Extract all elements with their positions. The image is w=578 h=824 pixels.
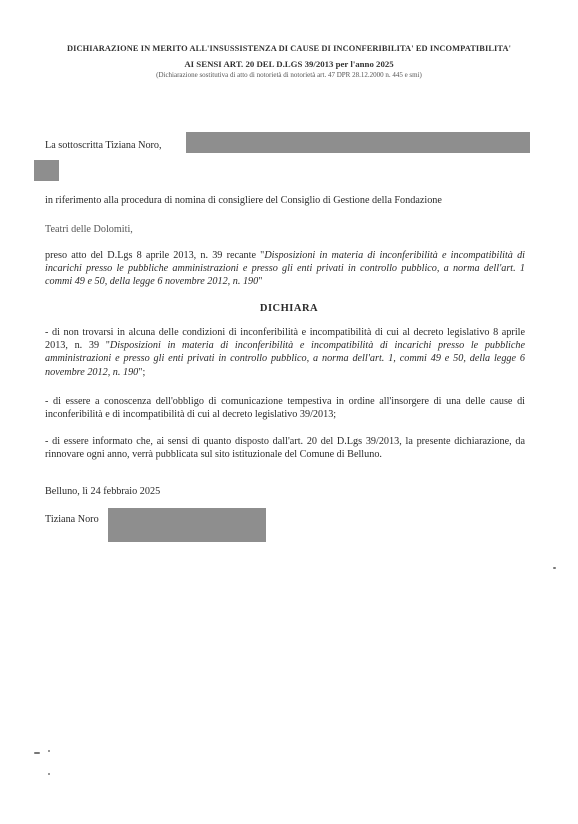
document-title: DICHIARAZIONE IN MERITO ALL'INSUSSISTENZA DI CAUSE DI INCONFERIBILITA' ED INCOMPATIBILITA': [66, 44, 512, 53]
place-date: Belluno, lì 24 febbraio 2025: [45, 486, 161, 497]
preamble-lead: preso atto del D.Lgs 8 aprile 2013, n. 39 recante ": [45, 250, 265, 261]
declarant-intro: La sottoscritta Tiziana Noro,: [45, 140, 162, 151]
signature-redaction: [108, 508, 266, 542]
signature-name: Tiziana Noro: [45, 514, 99, 525]
declaration-item: - di essere informato che, ai sensi di quanto disposto dall'art. 20 del D.Lgs 39/2013, la presente dichiarazione, da rinnovare ogni anno, verrà pubblicata sul sito istituzionale del Comune di Belluno.: [45, 436, 525, 461]
document-subtitle: AI SENSI ART. 20 DEL D.LGS 39/2013 per l'anno 2025: [184, 59, 394, 69]
scan-speck: [48, 773, 50, 775]
redaction-block: [34, 160, 59, 181]
redaction-block: [186, 132, 530, 153]
declaration-item: - di essere a conoscenza dell'obbligo di comunicazione tempestiva in ordine all'insorgere di una delle cause di inconferibilità e di incompatibilità di cui al decreto legislativo 39/2013;: [45, 396, 525, 421]
preamble-paragraph: [45, 249, 525, 289]
law-title: Disposizioni in materia di inconferibilità e incompatibilità di incarichi presso le pubbliche amministrazioni e presso gli enti privati in controllo pubblico, a norma dell'art. 1 commi 49 e 50, della legge 6 novembre 2012, n. 190: [45, 250, 525, 288]
scan-speck: [553, 567, 556, 569]
item-lead: - di non trovarsi in alcuna delle condizioni di inconferibilità e incompatibilità di cui al decreto legislativo 8 aprile 2013, n. 39 ": [45, 327, 525, 352]
declaration-heading: DICHIARA: [259, 303, 319, 314]
reference-line: in riferimento alla procedura di nomina di consigliere del Consiglio di Gestione della Fondazione: [45, 195, 442, 206]
reference-entity: Teatri delle Dolomiti,: [45, 224, 133, 235]
scan-speck: [48, 750, 50, 752]
declaration-item: [45, 326, 525, 379]
law-title: Disposizioni in materia di inconferibilità e incompatibilità di incarichi presso le pubbliche amministrazioni e presso gli enti privati in controllo pubblico, a norma dell'art. 1, commi 49 e 50, della legge 6 novembre 2012, n. 190: [45, 340, 525, 378]
document-note: (Dichiarazione sostitutiva di atto di notorietà di notorietà art. 47 DPR 28.12.2000 n. 445 e smi): [156, 71, 422, 79]
preamble-tail: ": [258, 276, 263, 288]
item-tail: ";: [138, 366, 146, 378]
scan-speck: [34, 752, 40, 754]
